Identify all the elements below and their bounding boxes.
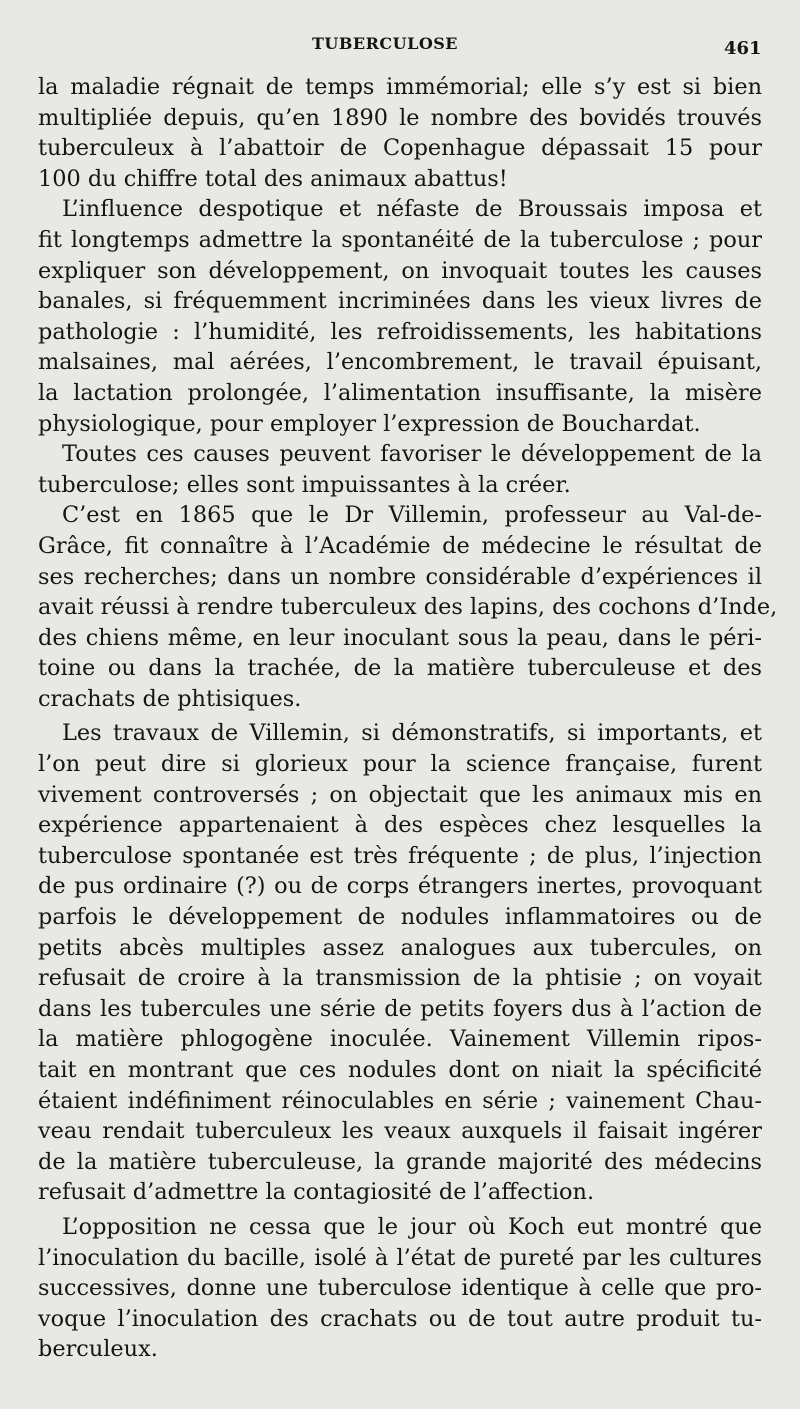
text-line: tuberculose; elles sont impuissantes à la créer. [38, 471, 571, 498]
text-line: l’inoculation du bacille, isolé à l’état de pureté par les cultures [38, 1244, 762, 1271]
body-text [38, 72, 778, 1365]
text-line: tuberculose spontanée est très fréquente ; de plus, l’injection [38, 842, 762, 869]
text-line: refusait d’admettre la contagiosité de l’affection. [38, 1179, 595, 1206]
text-line: expliquer son développement, on invoquait toutes les causes [38, 257, 762, 284]
text-line: des chiens même, en leur inoculant sous la peau, dans le péri- [38, 624, 762, 651]
text-line: étaient indéfiniment réinoculables en série ; vainement Chau- [38, 1087, 762, 1114]
text-line: la lactation prolongée, l’alimentation insuffisante, la misère [38, 379, 762, 406]
text-line: de pus ordinaire (?) ou de corps étrangers inertes, provoquant [38, 873, 762, 900]
running-title: TUBERCULOSE [312, 34, 458, 53]
text-line: Les travaux de Villemin, si démonstratifs, si importants, et [62, 720, 762, 747]
text-line: berculeux. [38, 1336, 158, 1363]
text-line: L’influence despotique et néfaste de Broussais imposa et [62, 196, 762, 223]
text-line: la matière phlogogène inoculée. Vainement Villemin ripos- [38, 1026, 762, 1053]
text-line: l’on peut dire si glorieux pour la science française, furent [38, 751, 762, 778]
text-line: vivement controversés ; on objectait que les animaux mis en [38, 781, 762, 808]
running-head [0, 34, 800, 58]
text-line: de la matière tuberculeuse, la grande majorité des médecins [38, 1148, 762, 1175]
text-line: pathologie : l’humidité, les refroidissements, les habitations [38, 318, 762, 345]
text-line: parfois le développement de nodules inflammatoires ou de [38, 904, 762, 931]
text-line: fit longtemps admettre la spontanéité de la tuberculose ; pour [38, 226, 762, 253]
text-line: refusait de croire à la transmission de la phtisie ; on voyait [38, 965, 762, 992]
text-line: malsaines, mal aérées, l’encombrement, le travail épuisant, [38, 349, 762, 376]
text-line: multipliée depuis, qu’en 1890 le nombre des bovidés trouvés [38, 104, 762, 131]
text-line: avait réussi à rendre tuberculeux des lapins, des cochons d’Inde, [38, 594, 778, 621]
text-line: dans les tubercules une série de petits foyers dus à l’action de [38, 995, 762, 1022]
text-line: tuberculeux à l’abattoir de Copenhague dépassait 15 pour [38, 135, 762, 162]
text-line: veau rendait tuberculeux les veaux auxquels il faisait ingérer [38, 1118, 762, 1145]
text-line: ses recherches; dans un nombre considérable d’expériences il [38, 563, 762, 590]
text-line: tait en montrant que ces nodules dont on niait la spécificité [38, 1057, 762, 1083]
text-line: toine ou dans la trachée, de la matière tuberculeuse et des [38, 655, 762, 682]
text-line: la maladie régnait de temps immémorial; elle s’y est si bien [38, 74, 762, 100]
page-number: 461 [724, 38, 762, 59]
text-line: 100 du chiffre total des animaux abattus! [38, 165, 508, 192]
text-line: successives, donne une tuberculose identique à celle que pro- [38, 1275, 762, 1302]
text-line: expérience appartenaient à des espèces chez lesquelles la [38, 812, 762, 839]
text-line: banales, si fréquemment incriminées dans les vieux livres de [38, 288, 762, 315]
text-line: Grâce, fit connaître à l’Académie de médecine le résultat de [38, 532, 762, 559]
text-line: voque l’inoculation des crachats ou de tout autre produit tu- [38, 1305, 762, 1332]
text-line: crachats de phtisiques. [38, 685, 302, 712]
text-line: Toutes ces causes peuvent favoriser le développement de la [62, 441, 762, 468]
text-line: petits abcès multiples assez analogues aux tubercules, on [38, 934, 762, 961]
text-line: C’est en 1865 que le Dr Villemin, professeur au Val-de- [62, 502, 762, 529]
text-line: physiologique, pour employer l’expression de Bouchardat. [38, 410, 701, 437]
text-line: L’opposition ne cessa que le jour où Koch eut montré que [62, 1213, 762, 1240]
